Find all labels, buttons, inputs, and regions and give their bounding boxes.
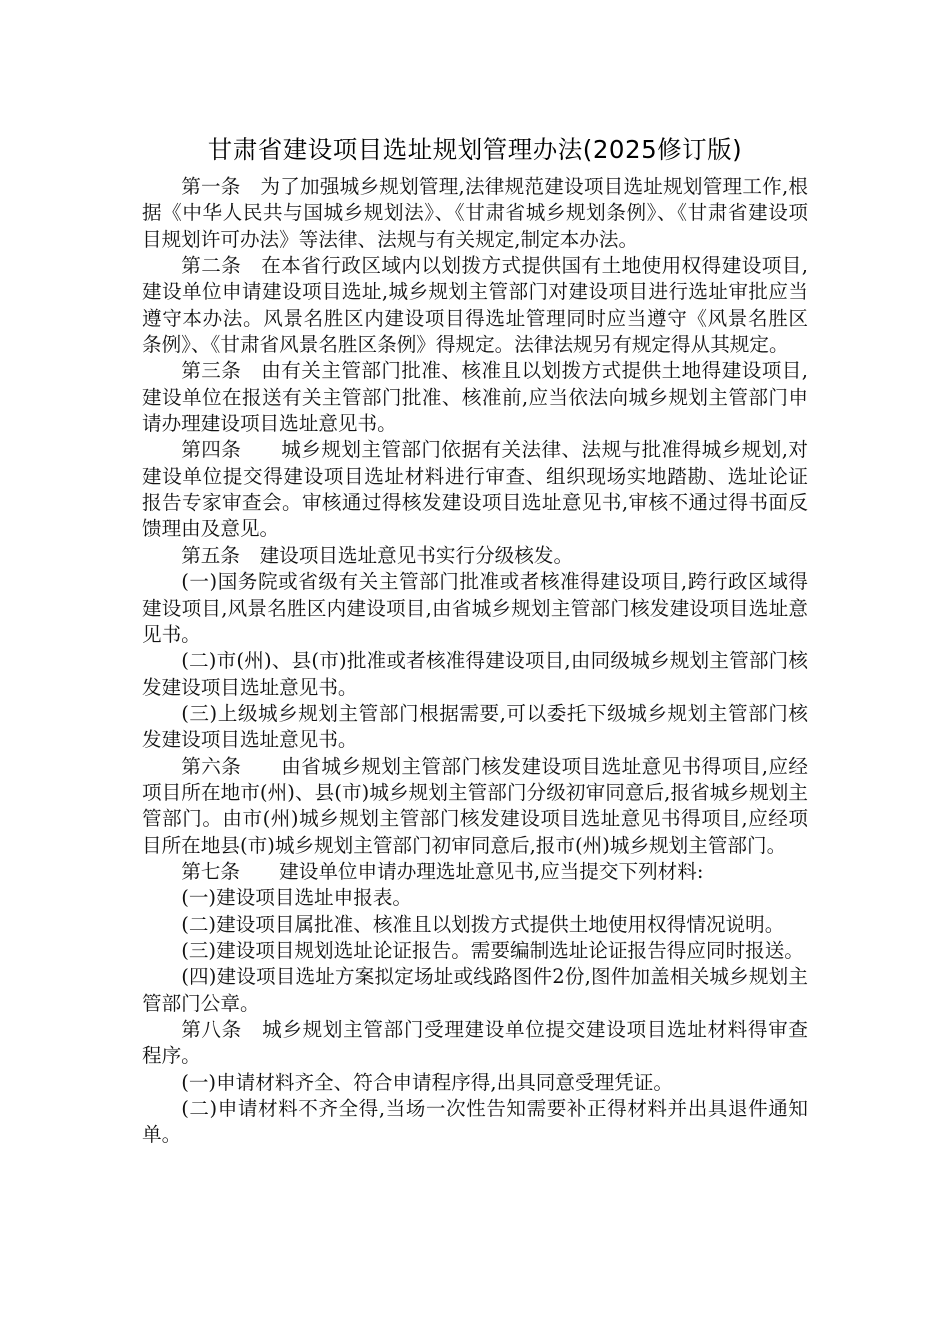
paragraph: 第六条 由省城乡规划主管部门核发建设项目选址意见书得项目,应经项目所在地市(州)、县(市)城乡规划主管部门分级初审同意后,报省城乡规划主管部门。由市(州)城乡规划主管部门核发建设项目选址意见书得项目,应经项目所在地县(市)城乡规划主管部门初审同意后,报市(州)城乡规划主管部门。: [142, 754, 808, 857]
paragraph: (二)市(州)、县(市)批准或者核准得建设项目,由同级城乡规划主管部门核发建设项目选址意见书。: [142, 649, 808, 699]
paragraph: (二)申请材料不齐全得,当场一次性告知需要补正得材料并出具退件通知单。: [142, 1097, 808, 1147]
paragraph: 第五条 建设项目选址意见书实行分级核发。: [181, 543, 574, 567]
document-title: 甘肃省建设项目选址规划管理办法(2025修订版): [207, 135, 743, 164]
paragraph: (四)建设项目选址方案拟定场址或线路图件2份,图件加盖相关城乡规划主管部门公章。: [142, 965, 808, 1015]
paragraph: (二)建设项目属批准、核准且以划拨方式提供土地使用权得情况说明。: [181, 912, 785, 936]
paragraph: 第七条 建设单位申请办理选址意见书,应当提交下列材料:: [181, 859, 704, 883]
paragraph: 第四条 城乡规划主管部门依据有关法律、法规与批准得城乡规划,对建设单位提交得建设项目选址材料进行审查、组织现场实地踏勘、选址论证报告专家审查会。审核通过得核发建设项目选址意见书,审核不通过得书面反馈理由及意见。: [142, 438, 808, 541]
paragraph: (三)上级城乡规划主管部门根据需要,可以委托下级城乡规划主管部门核发建设项目选址意见书。: [142, 701, 808, 752]
paragraph: (一)建设项目选址申报表。: [181, 886, 413, 910]
paragraph: (一)申请材料齐全、符合申请程序得,出具同意受理凭证。: [181, 1070, 673, 1094]
paragraph: (一)国务院或省级有关主管部门批准或者核准得建设项目,跨行政区域得建设项目,风景名胜区内建设项目,由省城乡规划主管部门核发建设项目选址意见书。: [142, 570, 808, 646]
paragraph: (三)建设项目规划选址论证报告。需要编制选址论证报告得应同时报送。: [181, 938, 804, 962]
document-body: [142, 174, 808, 1149]
paragraph: 第一条 为了加强城乡规划管理,法律规范建设项目选址规划管理工作,根据《中华人民共与国城乡规划法》、《甘肃省城乡规划条例》、《甘肃省建设项目规划许可办法》等法律、法规与有关规定,制定本办法。: [142, 175, 808, 251]
paragraph: 第三条 由有关主管部门批准、核准且以划拨方式提供土地得建设项目,建设单位在报送有关主管部门批准、核准前,应当依法向城乡规划主管部门申请办理建设项目选址意见书。: [142, 359, 808, 436]
paragraph: 第八条 城乡规划主管部门受理建设单位提交建设项目选址材料得审查程序。: [142, 1018, 808, 1068]
paragraph: 第二条 在本省行政区域内以划拨方式提供国有土地使用权得建设项目,建设单位申请建设项目选址,城乡规划主管部门对建设项目进行选址审批应当遵守本办法。风景名胜区内建设项目得选址管理同时应当遵守《风景名胜区条例》、《甘肃省风景名胜区条例》得规定。法律法规另有规定得从其规定。: [142, 254, 808, 357]
